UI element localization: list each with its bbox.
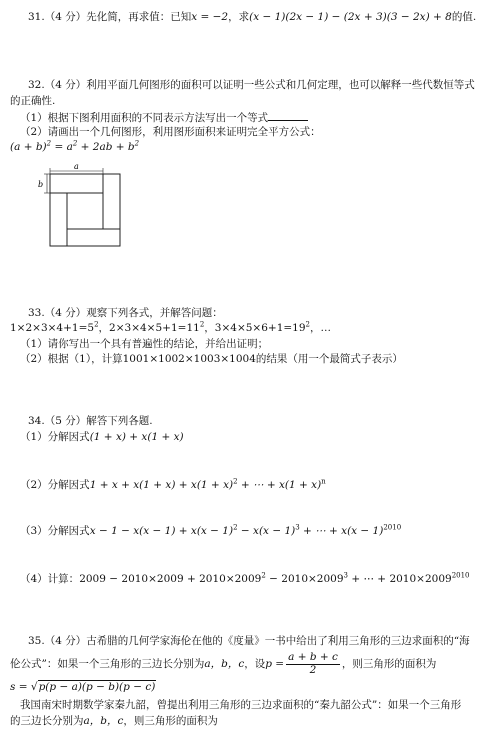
q34-part3-sup3: 3 (295, 523, 300, 532)
q33-part2-b: 1001×1002×1003×1004 (122, 353, 256, 365)
q34-part4-sup2: 2 (261, 571, 266, 580)
q33-head: 33.（4 分）观察下列各式，并解答问题： (28, 307, 223, 319)
q34-part3-sup2010: 2010 (383, 523, 402, 532)
q34-part4-c: − 2010×2009 (265, 573, 344, 585)
q35-line4: 我国南宋时期数学家秦九韶，曾提出利用三角形的三边求面积的“秦九韶公式”：如果一个三角形 (20, 699, 462, 711)
q34-part4-sup2010: 2010 (451, 571, 470, 580)
q34-part4-b: 2009 − 2010×2009 + 2010×2009 (79, 573, 262, 585)
q34-part2-sup: 2 (233, 477, 238, 486)
q34-part4-sup3: 3 (343, 571, 348, 580)
q31-head: 31.（4 分）先化简，再求值：已知 (28, 11, 192, 23)
q35-line2 (10, 652, 436, 676)
q34-part4-a: （4）计算： (20, 573, 80, 585)
q32-sq-1: 2 (46, 139, 52, 148)
q35-line5-c: ，则三角形的面积为 (123, 715, 218, 727)
q34-part2 (20, 478, 326, 492)
q35-heron-formula: s = √p(p − a)(p − b)(p − c) (10, 681, 156, 693)
q34-part4 (20, 572, 470, 586)
q33-sq-1: 2 (94, 320, 99, 329)
q32-square-figure (35, 160, 135, 252)
q33-eq-tail: ，… (310, 322, 332, 334)
q32-answer-blank (268, 110, 308, 121)
q32-formula-mid: = a (51, 141, 73, 153)
q35-head: 35.（4 分）古希腊的几何学家海伦在他的《度量》一书中给出了利用三角形的三边求面积的“海 (28, 635, 470, 647)
q32-sq-2: 2 (72, 139, 78, 148)
q35-frac-den: 2 (309, 663, 317, 676)
q35-line2-a: 伦公式”：如果一个三角形的三边长分别为 (10, 658, 205, 671)
q35-line2-c: ，设 (244, 658, 266, 671)
q35-radicand: p(p − a)(p − b)(p − c) (38, 681, 156, 693)
q33-eq2: ，2×3×4×5+1=11 (98, 322, 200, 334)
q32-head: 32.（4 分）利用平面几何图形的面积可以证明一些公式和几何定理，也可以解释一些代数恒等式 (28, 79, 475, 91)
q34-part1 (20, 430, 184, 444)
q34-part4-d: + ⋯ + 2010×2009 (348, 573, 452, 585)
q35-line5 (10, 714, 218, 728)
q33-eq1: 1×2×3×4+1=5 (10, 322, 95, 334)
q33-part2 (20, 352, 403, 366)
q35-fraction (286, 652, 340, 676)
q35-line2-b: a，b，c (204, 658, 245, 671)
q32-part1 (20, 110, 308, 125)
q34-part2-a: （2）分解因式 (20, 479, 90, 491)
q32-label-a: a (74, 162, 79, 171)
q34-part2-sup-n: n (321, 477, 326, 486)
q31-expression: (x − 1)(2x − 1) − (2x + 3)(3 − 2x) + 8 (249, 11, 452, 23)
q33-part2-c: 的结果（用一个最简式子表示） (255, 353, 403, 365)
q33-sq-2: 2 (199, 320, 205, 329)
q34-part2-c: + ⋯ + x(1 + x) (237, 479, 322, 491)
q34-part2-b: 1 + x + x(1 + x) + x(1 + x) (89, 479, 234, 491)
q34-part3-c: − x(x − 1) (237, 525, 296, 537)
q33-sq-3: 2 (305, 320, 311, 329)
q35-s-lhs: s = (10, 681, 28, 693)
q35-line5-a: 的三边长分别为 (10, 715, 84, 727)
q34-part3-d: + ⋯ + x(x − 1) (299, 525, 384, 537)
q31-line (28, 10, 476, 24)
q35-line5-b: a，b，c (83, 715, 124, 727)
q34-part3 (20, 524, 401, 538)
q31-tail: 的值. (451, 11, 477, 23)
q32-formula (10, 140, 139, 154)
q34-part3-b: x − 1 − x(x − 1) + x(x − 1) (89, 525, 234, 537)
q32-sq-3: 2 (134, 139, 140, 148)
q32-part2: （2）请画出一个几何图形，利用图形面积来证明完全平方公式： (20, 126, 321, 138)
q32-formula-right: + 2ab + b (77, 141, 135, 153)
q32-formula-left: (a + b) (10, 141, 47, 153)
q31-mid: ，求 (228, 11, 250, 23)
q34-part3-a: （3）分解因式 (20, 525, 90, 537)
q35-p-lhs: p = (265, 658, 285, 671)
q31-condition: x = −2 (191, 11, 229, 23)
q32-head-cont: 的正确性. (10, 95, 56, 107)
q34-part3-sup2: 2 (233, 523, 238, 532)
q33-part2-a: （2）根据（1），计算 (20, 353, 123, 365)
q32-label-b: b (38, 180, 44, 189)
q33-eq3: ，3×4×5×6+1=19 (204, 322, 306, 334)
q34-part1-b: (1 + x) + x(1 + x) (89, 431, 184, 443)
q34-part1-a: （1）分解因式 (20, 431, 90, 443)
q32-part1-text: （1）根据下图利用面积的不同表示方法写出一个等式 (20, 112, 269, 124)
q34-head: 34.（5 分）解答下列各题. (28, 415, 153, 427)
q35-line2-d: ，则三角形的面积为 (341, 658, 437, 671)
q33-equations (10, 321, 331, 335)
q33-part1: （1）请你写出一个具有普遍性的结论，并给出证明； (20, 338, 269, 350)
q35-frac-num: a + b + c (288, 651, 338, 663)
